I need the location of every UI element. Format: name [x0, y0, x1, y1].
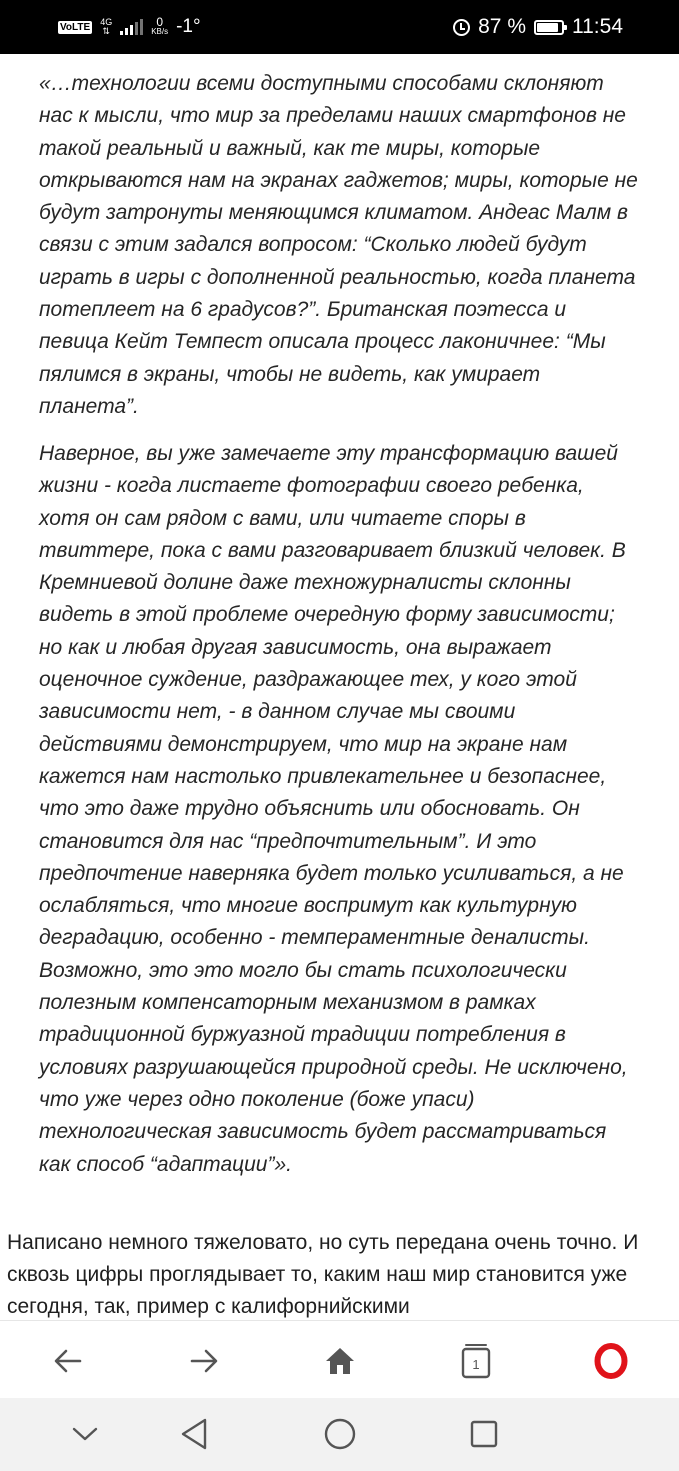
tabs-button[interactable] — [454, 1339, 498, 1383]
square-recent-icon — [469, 1419, 499, 1449]
temperature: -1° — [176, 16, 201, 37]
network-speed — [151, 17, 168, 37]
arrow-left-icon — [53, 1348, 83, 1374]
forward-button[interactable] — [182, 1339, 226, 1383]
arrow-right-icon — [189, 1348, 219, 1374]
circle-home-icon — [323, 1417, 357, 1451]
status-left — [58, 13, 201, 41]
signal-icon — [120, 19, 143, 35]
browser-toolbar — [0, 1320, 679, 1399]
status-right — [453, 13, 623, 41]
chevron-down-icon — [72, 1426, 98, 1442]
quote-paragraph-1: «…технологии всеми доступными способами склоняют нас к мысли, что мир за пределами наших смартфонов не такой реальный и важный, как те миры, которые открываются нам на экранах гаджетов; миры, которые не будут затронуты меняющимся климатом. Андеас Малм в связи с этим задался вопросом: “Сколько людей будут играть в игры с дополненной реальностью, когда планета потеплеет на 6 градусов?”. Британская поэтесса и певица Кейт Темпест описала процесс лаконичнее: “Мы пялимся в экраны, чтобы не видеть, как умирает планета”. — [39, 72, 638, 418]
network-type — [100, 18, 112, 36]
clock: 11:54 — [572, 15, 623, 38]
triangle-back-icon — [179, 1417, 209, 1451]
system-recent-button[interactable] — [462, 1412, 506, 1456]
system-navigation-bar — [0, 1398, 679, 1471]
battery-icon — [534, 20, 564, 35]
speed-unit: KB/s — [151, 27, 169, 36]
system-back-button[interactable] — [172, 1412, 216, 1456]
alarm-icon — [453, 19, 470, 36]
battery-percent: 87 % — [478, 15, 526, 38]
tab-count: 1 — [472, 1357, 480, 1372]
back-button[interactable] — [46, 1339, 90, 1383]
home-button[interactable] — [318, 1339, 362, 1383]
home-icon — [325, 1347, 355, 1375]
status-bar — [0, 0, 679, 54]
opera-menu-button[interactable] — [589, 1339, 633, 1383]
data-arrows-icon: ⇅ — [102, 26, 110, 36]
opera-logo-icon — [594, 1343, 628, 1379]
tabs-icon — [460, 1343, 492, 1379]
volte-badge: VoLTE — [60, 21, 91, 33]
system-home-button[interactable] — [318, 1412, 362, 1456]
network-label: 4G — [100, 17, 113, 27]
body-paragraph: Написано немного тяжеловато, но суть передана очень точно. И сквозь цифры проглядывает то, каким наш мир становится уже сегодня, так, пример с калифорнийскими — [7, 1231, 639, 1318]
speed-value: 0 — [156, 15, 163, 29]
battery-fill — [537, 23, 558, 32]
hide-nav-button[interactable] — [63, 1412, 107, 1456]
quote-paragraph-2: Наверное, вы уже замечаете эту трансформацию вашей жизни - когда листаете фотографии своего ребенка, хотя он сам рядом с вами, или читаете споры в твиттере, пока с вами разговаривает близкий человек. В Кремниевой долине даже техножурналисты склонны видеть в этой проблеме очередную форму зависимости; но как и любая другая зависимость, она выражает оценочное суждение, раздражающее тех, у кого этой зависимости нет, - в данном случае мы своими действиями демонстрируем, что мир на экране нам кажется нам настолько привлекательнее и безопаснее, что это даже трудно объяснить или обосновать. Он становится для нас “предпочтительным”. И это предпочтение наверняка будет только усиливаться, а не ослабляться, что многие воспримут как культурную деградацию, особенно - темпераментные деналисты. Возможно, это это могло бы стать психологически полезным компенсаторным механизмом в рамках традиционной буржуазной традиции потребления в условиях разрушающейся природной среды. Не исключено, что уже через одно поколение (боже упаси) технологическая зависимость будет рассматриваться как способ “адаптации”». — [39, 442, 628, 1176]
